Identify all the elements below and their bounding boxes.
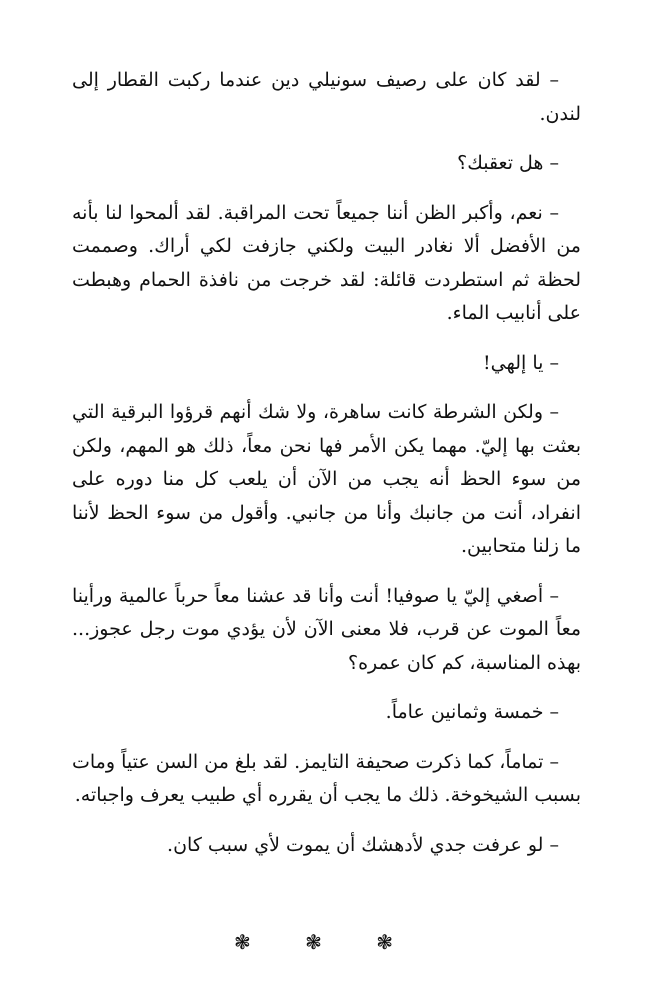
paragraph-3: – نعم، وأكبر الظن أننا جميعاً تحت المراقبة. لقد ألمحوا لنا بأنه من الأفضل ألا نغادر البيت ولكني جازفت لكي أراك. وصممت لحظة ثم استطردت قائلة: لقد خرجت من نافذة الحمام وهبطت على أنابيب الماء. [72,201,581,324]
paragraph-9: – لو عرفت جدي لأدهشك أن يموت لأي سبب كان. [167,833,559,856]
paragraph-1: – لقد كان على رصيف سونيلي دين عندما ركبت القطار إلى لندن. [72,69,581,125]
book-page-text [72,64,581,878]
paragraph-4: – يا إلهي! [483,351,559,374]
paragraph-7: – خمسة وثمانين عاماً. [385,701,559,723]
paragraph-6: – أصغي إليّ يا صوفيا! أنت وأنا قد عشنا معاً حرباً عالمية ورأينا معاً الموت عن قرب، فلا معنى الآن لأن يؤدي موت رجل عجوز... بهذه المناسبة، كم كان عمره؟ [72,584,581,674]
paragraph-8: – تماماً، كما ذكرت صحيفة التايمز. لقد بلغ من السن عتياً ومات بسبب الشيخوخة. ذلك ما يجب أن يقرره أي طبيب يعرف واجباته. [72,750,581,806]
paragraph-5: – ولكن الشرطة كانت ساهرة، ولا شك أنهم قرؤوا البرقية التي بعثت بها إليّ. مهما يكن الأمر فها نحن معاً، ذلك هو المهم، ولكن من سوء الحظ أنه يجب من الآن أن يلعب كل منا دوره على انفراد، أنت من جانبك وأنا من جانبي. وأقول من سوء الحظ لأننا ما زلنا متحابين. [72,401,581,557]
section-break-ornament: ❃ ❃ ❃ [234,930,417,954]
paragraph-2: – هل تعقبك؟ [457,152,559,174]
